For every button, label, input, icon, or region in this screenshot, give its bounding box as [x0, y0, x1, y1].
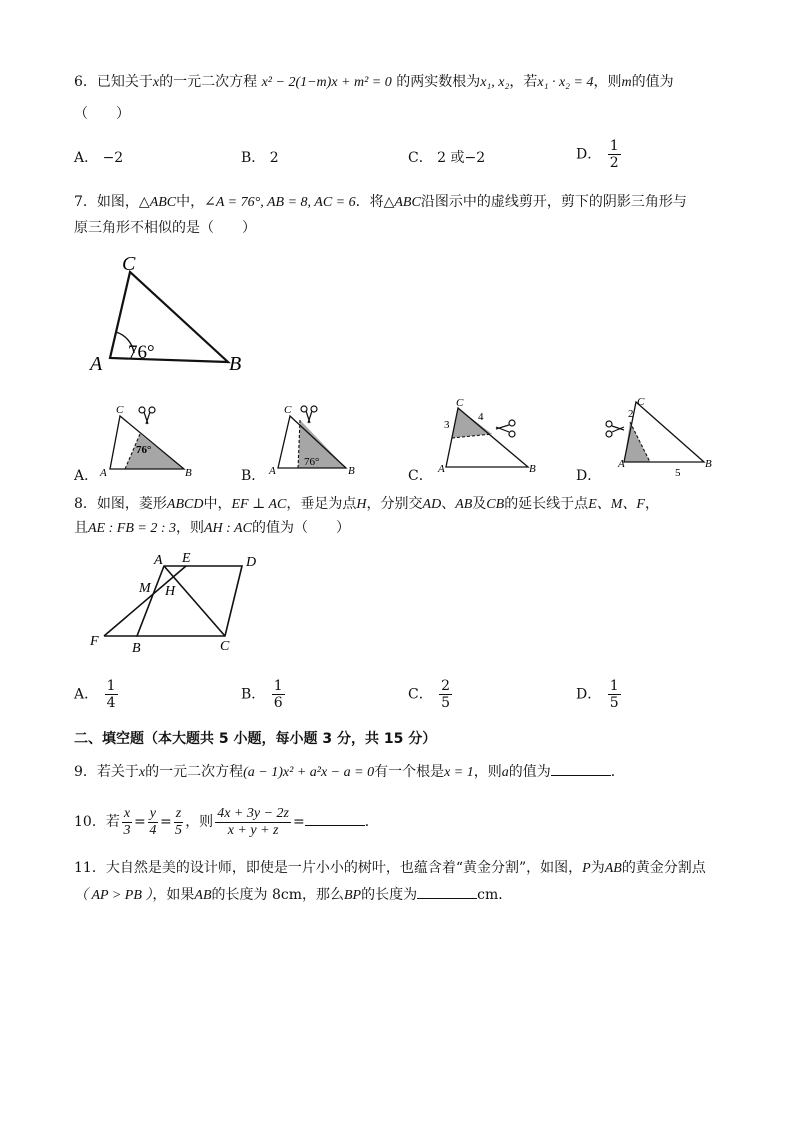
vertex-label-b: B	[348, 465, 355, 477]
q11-stem-line2	[74, 884, 512, 906]
fraction-numerator: z	[175, 805, 182, 821]
q7-given: ∠A = 76°, AB = 8, AC = 6	[204, 195, 356, 210]
option-letter: B．	[241, 150, 266, 166]
q8-ask: AH : AC	[203, 521, 252, 536]
q7-option-c-letter[interactable]: C．	[408, 468, 433, 484]
q7-number: 7．	[74, 194, 97, 210]
q7-option-b-letter[interactable]: B．	[241, 468, 266, 484]
q10-fraction-expression	[215, 806, 291, 839]
vertex-label-c: C	[284, 404, 292, 416]
q6-equation: x² − 2(1−m)x + m² = 0	[261, 75, 392, 90]
q8-text: 中，	[203, 496, 232, 512]
q6-text: 已知关于	[96, 74, 153, 90]
q8-text: 如图，菱形	[96, 496, 167, 512]
q8-point-h: H	[356, 497, 367, 512]
q7-triangle: △ABC	[138, 195, 177, 210]
q6-text: ，若	[509, 74, 538, 90]
fraction-numerator: 2	[441, 678, 451, 694]
option-fraction	[105, 678, 118, 711]
q8-rhombus-figure	[76, 546, 276, 658]
option-fraction	[608, 678, 621, 711]
q11-stem-line1	[74, 858, 706, 879]
q6-var-m: m	[621, 75, 632, 90]
shaded-triangle	[452, 408, 492, 438]
q8-seg: CB	[486, 497, 505, 512]
q7-option-a-letter[interactable]: A．	[74, 468, 99, 484]
q7-text: 中，	[176, 194, 205, 210]
option-letter: A．	[74, 686, 99, 703]
vertex-label-c: C	[122, 253, 136, 275]
q7-main-triangle-figure	[82, 250, 252, 375]
q9-text: 有一个根是	[374, 764, 445, 780]
q6-text: 的两实数根为	[396, 74, 481, 90]
q11-seg-bp: BP	[344, 888, 362, 903]
option-text: 2	[269, 150, 279, 166]
option-letter: C．	[408, 686, 433, 703]
q7-text: 如图，	[96, 194, 139, 210]
q11-number: 11．	[74, 860, 106, 876]
scissors-icon	[606, 421, 624, 437]
q7-option-b-figure[interactable]	[266, 398, 366, 478]
vertex-label-c: C	[456, 397, 464, 409]
length-label: 3	[444, 419, 450, 431]
q7-option-d-letter[interactable]: D．	[576, 468, 602, 484]
q7-text: ．将	[355, 194, 384, 210]
vertex-label-c: C	[116, 404, 124, 416]
q8-option-b[interactable]	[241, 678, 287, 711]
q8-number: 8．	[74, 496, 97, 512]
q6-number: 6．	[74, 74, 97, 90]
fraction-numerator: x	[123, 805, 131, 821]
vertex-label-a: A	[438, 463, 445, 475]
q6-text: 的值为	[631, 74, 674, 90]
q7-stem-line2: 原三角形不相似的是（ ）	[74, 220, 256, 236]
fraction-numerator: y	[149, 805, 156, 821]
q8-text: 、	[441, 496, 456, 512]
scissors-icon	[496, 420, 515, 437]
rhombus-abcd	[137, 566, 242, 636]
vertex-label-a: A	[269, 465, 276, 477]
q11-text: 的长度为 8cm，那么	[211, 887, 344, 903]
point-label-a: A	[154, 553, 163, 568]
q6-var-x: x	[152, 75, 160, 90]
length-label: 5	[675, 467, 681, 478]
q11-text: 为	[590, 860, 605, 876]
q6-roots: x₁, x₂	[480, 75, 510, 90]
option-letter: D．	[576, 686, 602, 703]
q11-condition: （ AP > PB ）	[74, 888, 153, 903]
q8-points: E、M、F	[588, 497, 645, 512]
q6-text: 的一元二次方程	[159, 74, 258, 90]
q9-answer-blank[interactable]	[551, 761, 611, 776]
scissors-icon	[139, 407, 155, 424]
q8-option-d[interactable]	[576, 678, 623, 711]
angle-label: 76°	[304, 456, 320, 468]
vertex-label-a: A	[618, 458, 625, 470]
vertex-label-b: B	[229, 353, 242, 375]
point-label-f: F	[90, 634, 99, 649]
shaded-triangle	[125, 434, 184, 469]
q8-text: ，分别交	[366, 496, 423, 512]
q11-text: ，如果	[152, 887, 195, 903]
q6-option-c[interactable]	[408, 148, 485, 168]
q11-point-p: P	[582, 861, 591, 876]
q8-ratio: AE : FB = 2 : 3	[88, 521, 176, 536]
section-heading-fill-in: 二、填空题（本大题共 5 小题，每小题 3 分，共 15 分）	[74, 731, 437, 747]
q11-seg-ab: AB	[604, 861, 622, 876]
option-letter: C．	[408, 150, 433, 166]
q9-equation: (a − 1)x² + a²x − a = 0	[243, 765, 375, 780]
fraction-denominator: 5	[174, 822, 182, 838]
angle-label-76: 76°	[128, 342, 155, 363]
q7-text: 沿图示中的虚线剪开，剪下的阴影三角形与	[420, 194, 687, 210]
point-label-h: H	[165, 584, 176, 599]
fraction-numerator: 1	[273, 678, 283, 694]
q10-number: 10．	[74, 814, 106, 830]
option-letter: A．	[74, 150, 99, 166]
q8-stem-line2	[74, 518, 350, 539]
q10-equals: =	[292, 814, 305, 830]
option-fraction	[608, 138, 621, 171]
option-fraction	[439, 678, 452, 711]
q11-text: cm．	[477, 887, 513, 903]
fraction-numerator: 4x + 3y − 2z	[217, 805, 289, 821]
q8-text: 及	[472, 496, 487, 512]
q6-condition: x₁ · x₂ = 4	[537, 75, 594, 90]
q10-text: 若	[105, 814, 120, 830]
option-text: 2 或−2	[437, 150, 486, 166]
q7-option-d-figure[interactable]	[600, 394, 720, 478]
fraction-numerator: 1	[106, 678, 116, 694]
point-label-c: C	[220, 639, 230, 654]
q7-option-a-figure[interactable]	[96, 398, 196, 478]
q10-text: ，则	[185, 814, 214, 830]
q11-text: 的长度为	[361, 887, 418, 903]
q9-text: ．	[610, 764, 625, 780]
option-text: −2	[102, 150, 124, 166]
fraction-denominator: 4	[106, 695, 116, 711]
q11-text: 的黄金分割点	[621, 860, 706, 876]
q9-text: 的一元二次方程	[145, 764, 244, 780]
q10-fraction-z	[174, 806, 183, 839]
option-letter: B．	[241, 686, 266, 703]
point-label-m: M	[139, 581, 151, 596]
q8-text: ，	[644, 496, 659, 512]
q6-text: ，则	[593, 74, 622, 90]
fraction-denominator: 5	[441, 695, 451, 711]
q9-var-a: a	[501, 765, 509, 780]
q9-var-x: x	[138, 765, 146, 780]
q9-number: 9．	[74, 764, 97, 780]
option-letter: D．	[576, 146, 602, 163]
q8-option-c[interactable]	[408, 678, 454, 711]
vertex-label-b: B	[185, 467, 192, 478]
vertex-label-b: B	[529, 463, 536, 475]
q10-text: ．	[364, 814, 379, 830]
point-label-d: D	[246, 555, 257, 570]
q11-text: 大自然是美的设计师，即使是一片小小的树叶，也蕴含着“黄金分割”，如图，	[105, 860, 583, 876]
length-label: 4	[478, 411, 484, 423]
q11-seg-ab: AB	[194, 888, 212, 903]
q9-text: 若关于	[96, 764, 139, 780]
fraction-denominator: 3	[123, 822, 131, 838]
fraction-denominator: 5	[609, 695, 619, 711]
q6-answer-paren: （ ）	[74, 106, 130, 122]
vertex-label-a: A	[90, 353, 103, 375]
diagonal-ac	[164, 566, 225, 636]
q11-answer-blank[interactable]	[417, 884, 477, 899]
q7-stem-line1	[74, 192, 687, 213]
q8-rhombus: ABCD	[166, 497, 204, 512]
q8-stem-line1	[74, 494, 659, 515]
q9-root: x = 1	[444, 765, 474, 780]
q8-seg: AB	[455, 497, 473, 512]
point-label-e: E	[182, 551, 191, 566]
vertex-label-a: A	[100, 467, 107, 478]
q10-fraction-x	[122, 806, 132, 839]
q8-text: ，则	[175, 520, 204, 536]
q8-text: ，垂足为点	[286, 496, 357, 512]
q6-stem-line1	[74, 72, 674, 93]
fraction-denominator: 4	[149, 822, 157, 838]
q6-option-a[interactable]	[74, 148, 123, 168]
q8-option-a[interactable]	[74, 678, 120, 711]
q9-stem	[74, 761, 625, 783]
q7-triangle: △ABC	[383, 195, 421, 210]
scissors-icon	[301, 406, 317, 423]
q8-text: 的值为（ ）	[251, 520, 350, 536]
q6-option-d[interactable]	[576, 138, 623, 171]
q8-text: 且	[74, 520, 88, 536]
q10-fraction-y	[148, 806, 158, 839]
option-fraction	[272, 678, 285, 711]
angle-label: 76°	[136, 444, 152, 456]
fraction-denominator: 6	[273, 695, 283, 711]
q8-seg: AD	[422, 497, 442, 512]
q10-answer-blank[interactable]	[305, 811, 365, 826]
q9-text: 的值为	[508, 764, 551, 780]
fraction-denominator: 2	[609, 155, 619, 171]
q10-stem: 10．若 $\frac{x}{3}$ = $\frac{y}{4}$ = $\frac{z}{5}$ ，则 $\frac{4x + 3y - 2z}{x + y + z}$ = ．	[74, 805, 379, 838]
q8-text: 的延长线于点	[504, 496, 589, 512]
length-label: 2	[628, 408, 634, 420]
fraction-denominator: x + y + z	[227, 822, 279, 838]
point-label-b: B	[132, 641, 141, 656]
q6-option-b[interactable]	[241, 148, 279, 168]
q8-perp: EF ⊥ AC	[231, 497, 287, 512]
q7-option-c-figure[interactable]	[436, 396, 546, 478]
q9-text: ，则	[473, 764, 502, 780]
vertex-label-b: B	[705, 458, 712, 470]
fraction-numerator: 1	[609, 678, 619, 694]
vertex-label-c: C	[637, 396, 645, 408]
fraction-numerator: 1	[609, 138, 619, 154]
